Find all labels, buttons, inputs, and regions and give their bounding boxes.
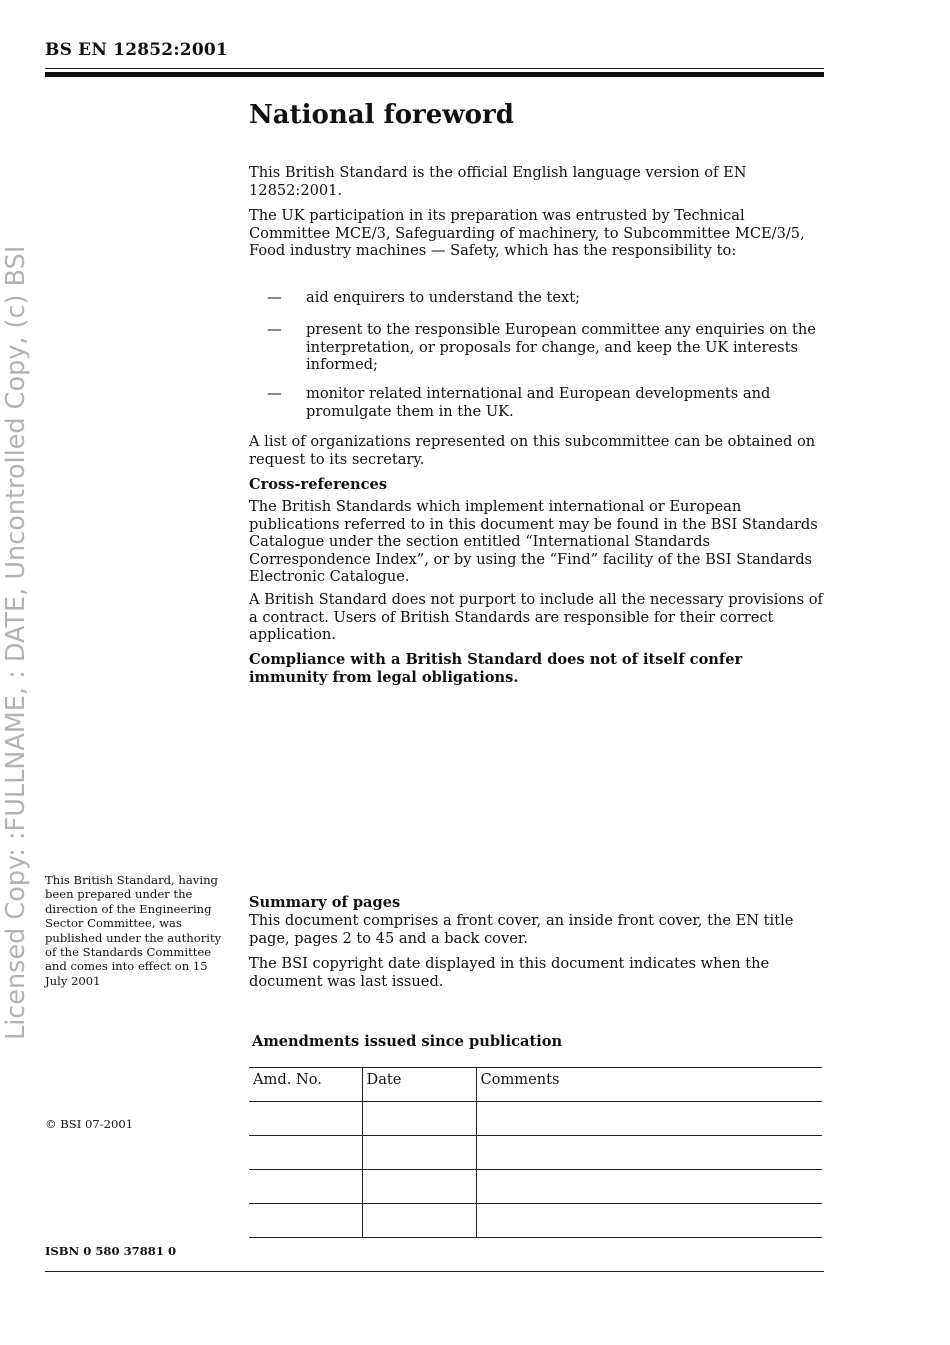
amd-no-header: Amd. No.: [249, 1068, 362, 1102]
table-cell: [249, 1170, 362, 1204]
list-item-text: present to the responsible European committee any enquiries on the interpretation, or proposals for change, and keep the UK interests informed;: [306, 321, 816, 373]
page-title: National foreword: [249, 100, 514, 130]
list-item: [249, 321, 823, 374]
table-cell: [362, 1204, 476, 1238]
intro-paragraph: This British Standard is the official English language version of EN 12852:2001.: [249, 164, 747, 199]
list-item: [249, 385, 823, 420]
comments-header: Comments: [476, 1068, 822, 1102]
cross-references-paragraph: The British Standards which implement international or European publications referred to in this document may be found in the BSI Standards Catalogue under the section entitled “International Standards Correspondence Index”, or by using the “Find” facility of the BSI Standards Electronic Catalogue.: [249, 498, 818, 585]
table-cell: [249, 1102, 362, 1136]
header-rule-thin: [45, 68, 824, 69]
list-item-text: aid enquirers to understand the text;: [306, 289, 581, 306]
license-watermark: Licensed Copy: :FULLNAME, : DATE, Uncontrolled Copy, (c) BSI: [1, 245, 31, 1040]
header-rule-thick: [45, 72, 824, 77]
list-item: [249, 289, 823, 307]
table-cell: [362, 1170, 476, 1204]
document-id: BS EN 12852:2001: [45, 40, 228, 60]
cross-references-heading: Cross-references: [249, 476, 388, 493]
table-cell: [249, 1136, 362, 1170]
dash-bullet: —: [267, 321, 282, 338]
list-item-text: monitor related international and European developments and promulgate them in the UK.: [306, 385, 771, 420]
table-row: [249, 1204, 822, 1238]
summary-heading: Summary of pages: [249, 894, 401, 911]
table-cell: [362, 1136, 476, 1170]
amendments-caption: Amendments issued since publication: [252, 1033, 563, 1050]
provisions-paragraph: A British Standard does not purport to include all the necessary provisions of a contract. Users of British Standards are responsible for their correct application.: [249, 591, 823, 643]
date-header: Date: [362, 1068, 476, 1102]
table-cell: [476, 1136, 822, 1170]
dash-bullet: —: [267, 385, 282, 402]
table-cell: [476, 1204, 822, 1238]
table-cell: [476, 1170, 822, 1204]
table-cell: [476, 1102, 822, 1136]
dash-bullet: —: [267, 289, 282, 306]
footer-rule: [45, 1271, 824, 1272]
amendments-table: [249, 1067, 822, 1238]
table-row: [249, 1136, 822, 1170]
table-row: [249, 1170, 822, 1204]
isbn: ISBN 0 580 37881 0: [45, 1244, 177, 1258]
participation-paragraph: The UK participation in its preparation was entrusted by Technical Committee MCE/3, Safeguarding of machinery, to Subcommittee MCE/3/5, Food industry machines — Safety, which has the responsibility to:: [249, 207, 805, 259]
publication-side-note: This British Standard, having been prepared under the direction of the Engineering Sector Committee, was published under the authority of the Standards Committee and comes into effect on 15 July 2001: [45, 873, 222, 988]
organizations-paragraph: A list of organizations represented on this subcommittee can be obtained on request to its secretary.: [249, 433, 816, 468]
compliance-statement: Compliance with a British Standard does not of itself confer immunity from legal obligations.: [249, 651, 743, 686]
table-cell: [362, 1102, 476, 1136]
table-header-row: [249, 1068, 822, 1102]
copyright-date-note: The BSI copyright date displayed in this document indicates when the document was last issued.: [249, 955, 770, 990]
summary-text: This document comprises a front cover, an inside front cover, the EN title page, pages 2 to 45 and a back cover.: [249, 912, 794, 947]
table-cell: [249, 1204, 362, 1238]
copyright-notice: © BSI 07-2001: [45, 1117, 134, 1131]
table-row: [249, 1102, 822, 1136]
